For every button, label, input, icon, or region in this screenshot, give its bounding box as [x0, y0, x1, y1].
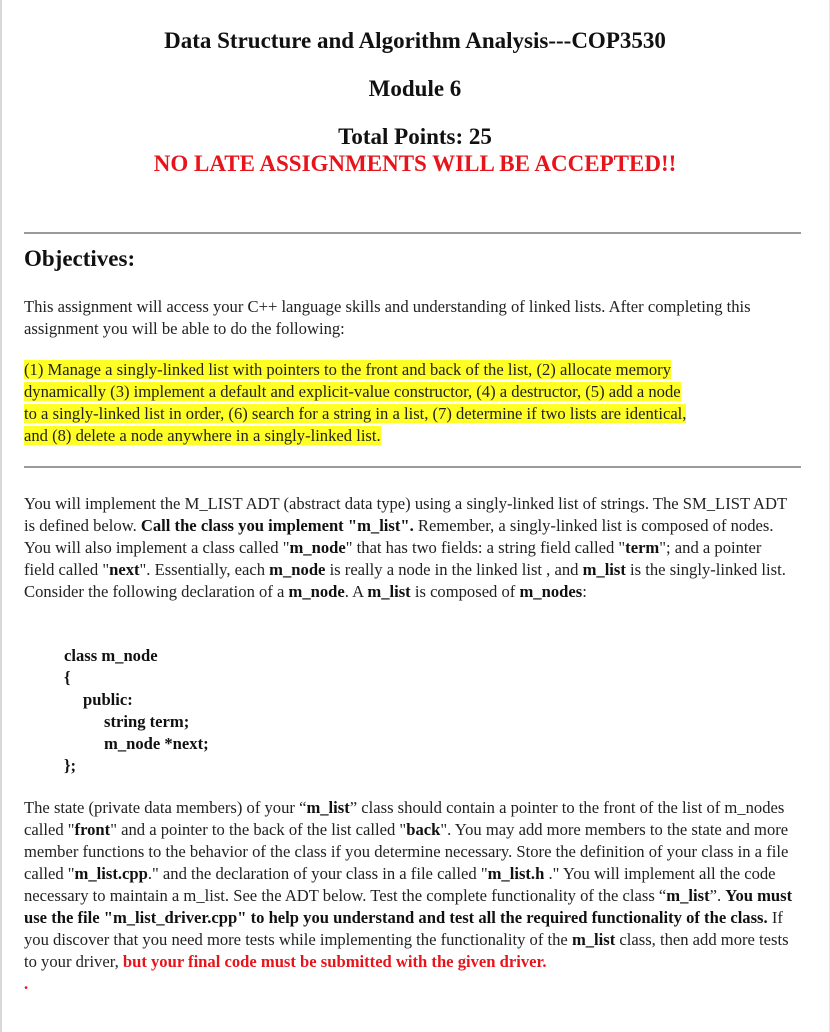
bold-run: back: [406, 820, 441, 839]
text-run: is really a node in the linked list , and: [325, 560, 583, 579]
red-dot: .: [24, 974, 29, 993]
code-line: {: [64, 668, 71, 687]
text-run: ” class should contain a pointer to the front of the list of m_nodes called ": [24, 798, 785, 839]
text-run: is composed of: [410, 582, 520, 601]
text-run: You will implement the M_LIST ADT (abstract data type) using a singly-linked list of strings. The SM_LIST ADT is defined below.: [24, 494, 787, 535]
text-run: " that has two fields: a string field called ": [345, 538, 626, 557]
bold-run: m_list: [367, 582, 411, 601]
bold-run: m_list: [306, 798, 350, 817]
text-run: " and a pointer to the back of the list called ": [110, 820, 407, 839]
text-run: ". Essentially, each: [139, 560, 270, 579]
horizontal-rule: [24, 232, 801, 234]
objectives-heading: Objectives:: [24, 246, 136, 271]
text-run: "; and a pointer field called ": [24, 538, 762, 579]
highlight-line: dynamically (3) implement a default and explicit-value constructor, (4) a destructor, (5) add a node: [24, 382, 681, 401]
objectives-highlight: [24, 359, 794, 447]
code-line: public:: [83, 690, 133, 709]
text-run: . A: [344, 582, 368, 601]
objectives-intro: This assignment will access your C++ language skills and understanding of linked lists. After completing this assignment you will be able to do the following:: [24, 297, 751, 338]
horizontal-rule: [24, 466, 801, 468]
bold-run: m_list: [571, 930, 616, 949]
code-block: [64, 645, 209, 777]
text-run: ." You will implement all the code necessary to maintain a m_list. See the ADT below. Test the complete functionality of the class “: [24, 864, 776, 905]
text-run: :: [582, 582, 587, 601]
highlight-line: (1) Manage a singly-linked list with pointers to the front and back of the list, (2) allocate memory: [24, 360, 671, 379]
text-run: ." and the declaration of your class in a file called ": [147, 864, 488, 883]
code-line: m_node *next;: [104, 734, 209, 753]
bold-run: m_node: [289, 538, 346, 557]
state-description: [24, 797, 794, 995]
bold-run: next: [109, 560, 140, 579]
code-line: class m_node: [64, 646, 158, 665]
text-run: ”.: [709, 886, 726, 905]
bold-run: m_list.h: [487, 864, 545, 883]
highlight-line: to a singly-linked list in order, (6) search for a string in a list, (7) determine if two lists are identical,: [24, 404, 687, 423]
bold-run: m_node: [269, 560, 326, 579]
highlight-line: and (8) delete a node anywhere in a singly-linked list.: [24, 426, 381, 445]
text-run: The state (private data members) of your “: [24, 798, 307, 817]
bold-run: m_nodes: [519, 582, 583, 601]
bold-run: m_list.cpp: [74, 864, 148, 883]
adt-description: [24, 493, 794, 603]
bold-run: You must use the file "m_list_driver.cpp" to help you understand and test all the required functionality of the class.: [24, 886, 793, 927]
late-notice: NO LATE ASSIGNMENTS WILL BE ACCEPTED!!: [153, 151, 677, 176]
total-points: Total Points: 25: [338, 124, 492, 149]
text-run: ". You may add more members to the state and more member functions to the behavior of the class if you determine necessary. Store the definition of your class in a file called ": [24, 820, 789, 883]
text-run: is the singly-linked list. Consider the following declaration of a: [24, 560, 786, 601]
red-notice: but your final code must be submitted with the given driver.: [122, 952, 547, 971]
code-line: string term;: [104, 712, 190, 731]
text-run: Remember, a singly-linked list is composed of nodes. You will also implement a class called ": [24, 516, 774, 557]
text-run: If you discover that you need more tests while implementing the functionality of the: [24, 908, 783, 949]
bold-run: m_node: [288, 582, 345, 601]
code-line: };: [64, 756, 77, 775]
bold-run: Call the class you implement "m_list".: [140, 516, 414, 535]
module-label: Module 6: [368, 76, 462, 101]
document-title: Data Structure and Algorithm Analysis---COP3530: [164, 28, 666, 53]
text-run: class, then add more tests to your driver,: [24, 930, 789, 971]
bold-run: term: [625, 538, 660, 557]
bold-run: m_list: [582, 560, 626, 579]
bold-run: m_list: [666, 886, 710, 905]
bold-run: front: [74, 820, 111, 839]
